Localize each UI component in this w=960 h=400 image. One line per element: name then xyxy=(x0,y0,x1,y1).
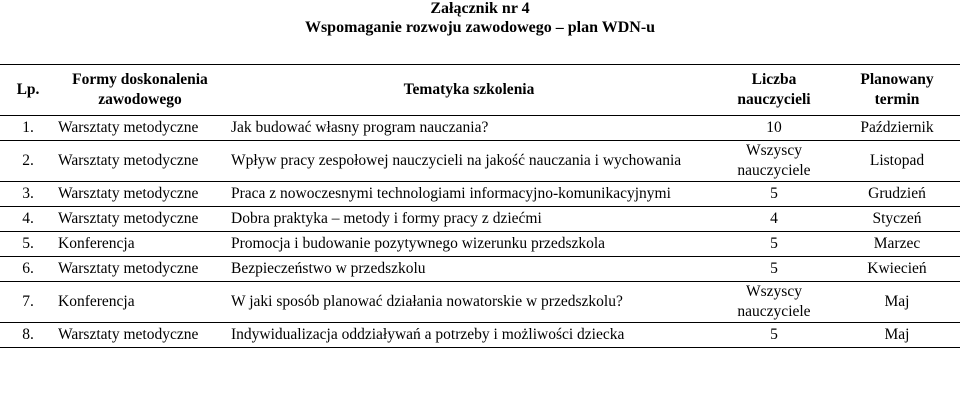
cell-forma: Warsztaty metodyczne xyxy=(56,116,224,141)
header-liczba-line1: Liczba xyxy=(751,71,797,88)
cell-termin: Styczeń xyxy=(834,207,960,232)
cell-liczba: 5 xyxy=(714,257,834,282)
cell-liczba: 5 xyxy=(714,232,834,257)
cell-temat: W jaki sposób planować działania nowatorskie w przedszkolu? xyxy=(224,282,714,323)
cell-lp: 2. xyxy=(0,141,56,182)
cell-lp: 1. xyxy=(0,116,56,141)
header-forma-line2: zawodowego xyxy=(98,91,182,108)
cell-liczba-line1: Wszyscy xyxy=(746,283,802,300)
header-termin xyxy=(834,65,960,116)
cell-liczba xyxy=(714,141,834,182)
table-row xyxy=(0,257,960,282)
cell-lp: 6. xyxy=(0,257,56,282)
table-row xyxy=(0,282,960,323)
document-title: Załącznik nr 4 xyxy=(430,0,530,17)
cell-temat: Bezpieczeństwo w przedszkolu xyxy=(224,257,714,282)
cell-termin: Listopad xyxy=(834,141,960,182)
cell-lp: 8. xyxy=(0,323,56,348)
cell-termin: Maj xyxy=(834,282,960,323)
cell-liczba xyxy=(714,282,834,323)
cell-lp: 7. xyxy=(0,282,56,323)
cell-liczba-line2: nauczyciele xyxy=(737,162,811,179)
cell-termin: Grudzień xyxy=(834,182,960,207)
cell-forma: Warsztaty metodyczne xyxy=(56,257,224,282)
cell-termin: Kwiecień xyxy=(834,257,960,282)
document-subtitle: Wspomaganie rozwoju zawodowego – plan WDN-u xyxy=(304,19,656,36)
table-row xyxy=(0,182,960,207)
table-row xyxy=(0,141,960,182)
header-temat: Tematyka szkolenia xyxy=(224,65,714,116)
cell-termin: Maj xyxy=(834,323,960,348)
header-liczba-line2: nauczycieli xyxy=(737,91,811,108)
cell-liczba: 5 xyxy=(714,182,834,207)
cell-temat: Praca z nowoczesnymi technologiami informacyjno-komunikacyjnymi xyxy=(224,182,714,207)
cell-liczba-line2: nauczyciele xyxy=(737,303,811,320)
cell-forma: Warsztaty metodyczne xyxy=(56,141,224,182)
cell-lp: 3. xyxy=(0,182,56,207)
table-row xyxy=(0,232,960,257)
cell-temat: Indywidualizacja oddziaływań a potrzeby i możliwości dziecka xyxy=(224,323,714,348)
wdn-plan-table xyxy=(0,64,960,348)
cell-lp: 4. xyxy=(0,207,56,232)
table-row xyxy=(0,116,960,141)
cell-forma: Warsztaty metodyczne xyxy=(56,182,224,207)
cell-temat: Dobra praktyka – metody i formy pracy z dziećmi xyxy=(224,207,714,232)
cell-liczba: 4 xyxy=(714,207,834,232)
cell-termin: Marzec xyxy=(834,232,960,257)
header-forma-line1: Formy doskonalenia xyxy=(72,71,208,88)
cell-temat: Promocja i budowanie pozytywnego wizerunku przedszkola xyxy=(224,232,714,257)
cell-liczba: 5 xyxy=(714,323,834,348)
cell-termin: Październik xyxy=(834,116,960,141)
cell-forma: Warsztaty metodyczne xyxy=(56,207,224,232)
header-termin-line1: Planowany xyxy=(860,71,934,88)
table-row xyxy=(0,323,960,348)
cell-liczba: 10 xyxy=(714,116,834,141)
cell-temat: Wpływ pracy zespołowej nauczycieli na jakość nauczania i wychowania xyxy=(224,141,714,182)
header-termin-line2: termin xyxy=(874,91,920,108)
header-forma xyxy=(56,65,224,116)
cell-temat: Jak budować własny program nauczania? xyxy=(224,116,714,141)
cell-lp: 5. xyxy=(0,232,56,257)
table-header-row xyxy=(0,65,960,116)
cell-forma: Konferencja xyxy=(56,232,224,257)
cell-liczba-line1: Wszyscy xyxy=(746,142,802,159)
header-liczba xyxy=(714,65,834,116)
cell-forma: Konferencja xyxy=(56,282,224,323)
cell-forma: Warsztaty metodyczne xyxy=(56,323,224,348)
header-lp: Lp. xyxy=(0,65,56,116)
table-row xyxy=(0,207,960,232)
